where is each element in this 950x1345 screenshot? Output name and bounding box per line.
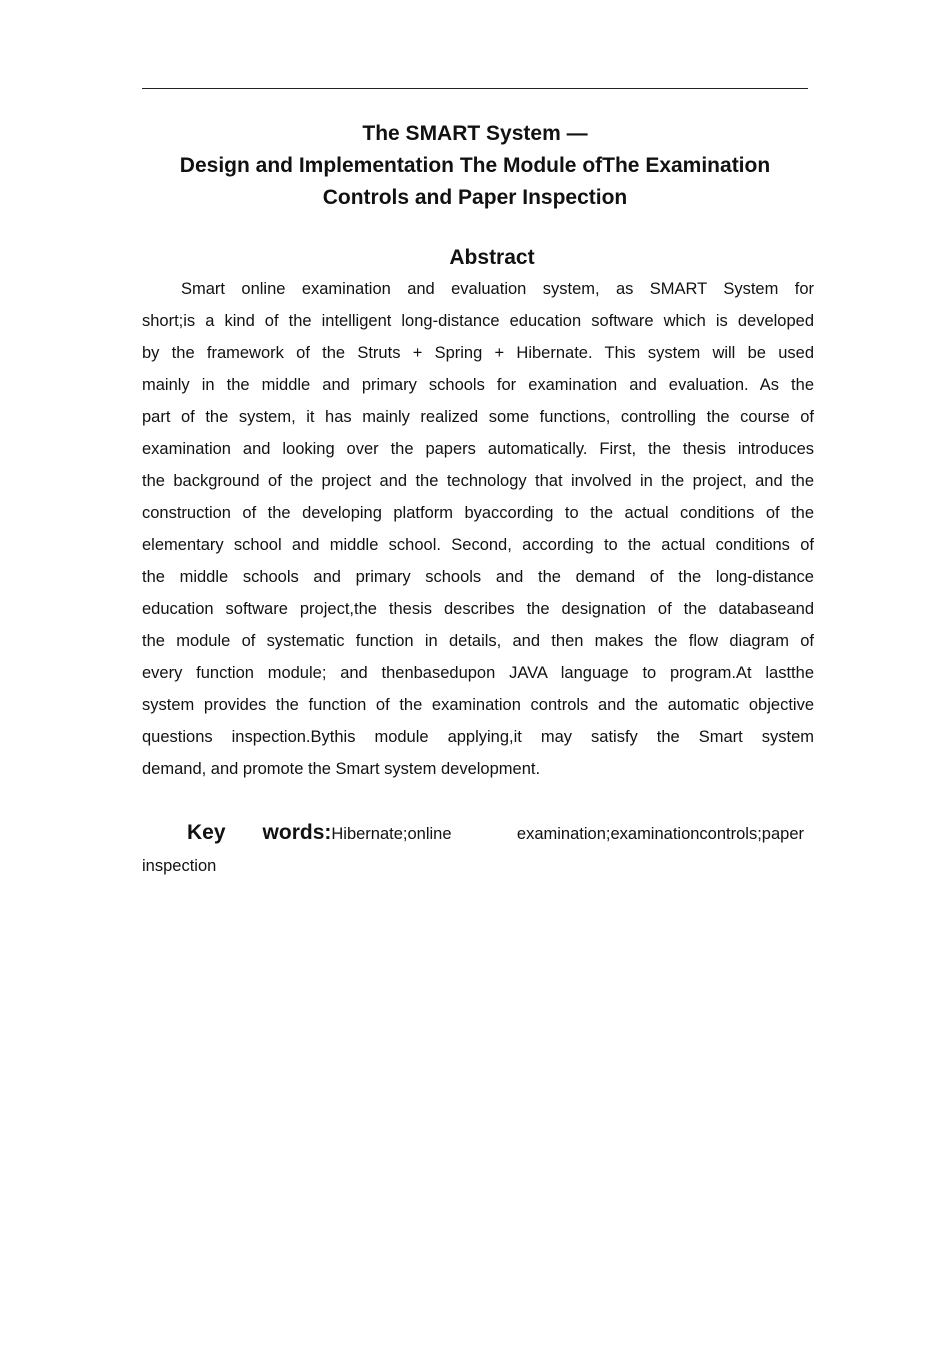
abstract-line: the middle schools and primary schools and the demand of the long-distance [142, 568, 814, 586]
abstract-heading: Abstract [449, 246, 535, 269]
abstract-line: elementary school and middle school. Second, according to the actual conditions of [142, 536, 814, 554]
abstract-line: short;is a kind of the intelligent long-distance education software which is developed [142, 312, 814, 330]
header-rule [142, 88, 808, 89]
abstract-body [142, 273, 814, 785]
abstract-line: construction of the developing platform byaccording to the actual conditions of the [142, 504, 814, 522]
keywords-line-2: inspection [142, 857, 217, 875]
keywords-label-words: words: [262, 821, 332, 844]
paper-title [142, 118, 808, 214]
title-line-1: The SMART System — [362, 122, 588, 145]
abstract-line: by the framework of the Struts + Spring + Hibernate. This system will be used [142, 344, 814, 362]
abstract-line: the module of systematic function in details, and then makes the flow diagram of [142, 632, 814, 650]
abstract-line: mainly in the middle and primary schools for examination and evaluation. As the [142, 376, 814, 394]
abstract-line: part of the system, it has mainly realized some functions, controlling the course of [142, 408, 814, 426]
keywords-label-key: Key [187, 821, 226, 844]
abstract-line: demand, and promote the Smart system development. [142, 760, 541, 778]
keywords-line-1 [142, 816, 804, 850]
abstract-line: Smart online examination and evaluation system, as SMART System for [181, 280, 814, 298]
abstract-line: every function module; and thenbasedupon JAVA language to program.At lastthe [142, 664, 814, 682]
abstract-line: education software project,the thesis describes the designation of the databaseand [142, 600, 814, 618]
abstract-line: questions inspection.Bythis module applying,it may satisfy the Smart system [142, 728, 814, 746]
abstract-line: system provides the function of the examination controls and the automatic objective [142, 696, 814, 714]
keywords-text-2: examination;examinationcontrols;paper [516, 825, 804, 843]
keywords-text-1: Hibernate;online [331, 825, 452, 843]
title-line-3: Controls and Paper Inspection [322, 186, 628, 209]
title-line-2: Design and Implementation The Module ofThe Examination [179, 154, 771, 177]
keywords [142, 816, 804, 882]
abstract-line: examination and looking over the papers automatically. First, the thesis introduces [142, 440, 814, 458]
abstract-line: the background of the project and the technology that involved in the project, and the [142, 472, 814, 490]
